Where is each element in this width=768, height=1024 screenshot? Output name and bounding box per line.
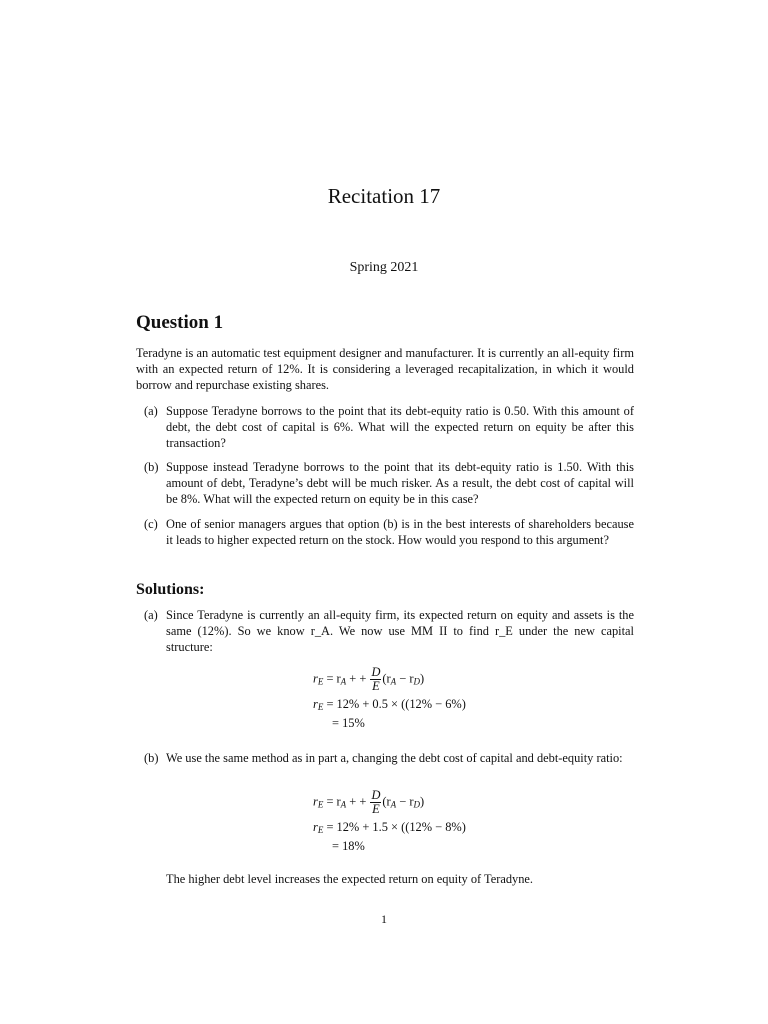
- solution-text: Since Teradyne is currently an all-equity firm, its expected return on equity and assets is the same (12%). So we know r_A. We now use MM II to find r_E under the new capital structure:: [166, 608, 634, 654]
- fraction-d-over-e: $\frac{D}{E}$: [371, 665, 381, 693]
- part-label: (a): [144, 608, 158, 622]
- part-label: (b): [144, 460, 159, 474]
- part-text: One of senior managers argues that option (b) is in the best interests of shareholders because it leads to higher expected return on the stock. How would you respond to this argument?: [166, 517, 634, 547]
- equation-a-line1: $r_E = r_A$ + + $\frac{D}{E}$ $(r_A - r_D)$: [313, 665, 425, 693]
- equation-b-line2: $r_E = 12\% + 1.5 \times ((12\% - 8\%)$: [313, 820, 466, 835]
- equation-b-result: = 18%: [332, 839, 365, 853]
- solutions-heading: Solutions:: [136, 581, 205, 598]
- fraction-d-over-e: $\frac{D}{E}$: [371, 788, 381, 816]
- equation-b-line1: $r_E = r_A$ + + $\frac{D}{E}$ $(r_A - r_D)$: [313, 788, 425, 816]
- page-title: Recitation 17: [327, 184, 441, 208]
- page-number: 1: [381, 912, 387, 926]
- question-intro: Teradyne is an automatic test equipment designer and manufacturer. It is currently an all-equity firm with an expected return of 12%. It is considering a leveraged recapitalization, in which it would borrow and repurchase existing shares.: [136, 346, 634, 392]
- solution-text: We use the same method as in part a, changing the debt cost of capital and debt-equity ratio:: [166, 751, 623, 765]
- part-label: (b): [144, 751, 159, 765]
- part-text: Suppose instead Teradyne borrows to the point that its debt-equity ratio is 1.50. With this amount of debt, Teradyne’s debt will be much risker. As a result, the debt cost of capital will be 8%. What will the expected return on equity be in this case?: [166, 460, 634, 506]
- part-label: (c): [144, 517, 158, 531]
- question-heading: Question 1: [136, 312, 224, 333]
- part-text: Suppose Teradyne borrows to the point that its debt-equity ratio is 0.50. With this amount of debt, the debt cost of capital is 6%. What will the expected return on equity be after this transaction?: [166, 404, 634, 450]
- solution-conclusion: The higher debt level increases the expected return on equity of Teradyne.: [166, 872, 534, 886]
- part-label: (a): [144, 404, 158, 418]
- equation-a-line2: $r_E = 12\% + 0.5 \times ((12\% - 6\%)$: [313, 697, 466, 712]
- equation-a-result: = 15%: [332, 716, 365, 730]
- document-date: Spring 2021: [349, 260, 419, 275]
